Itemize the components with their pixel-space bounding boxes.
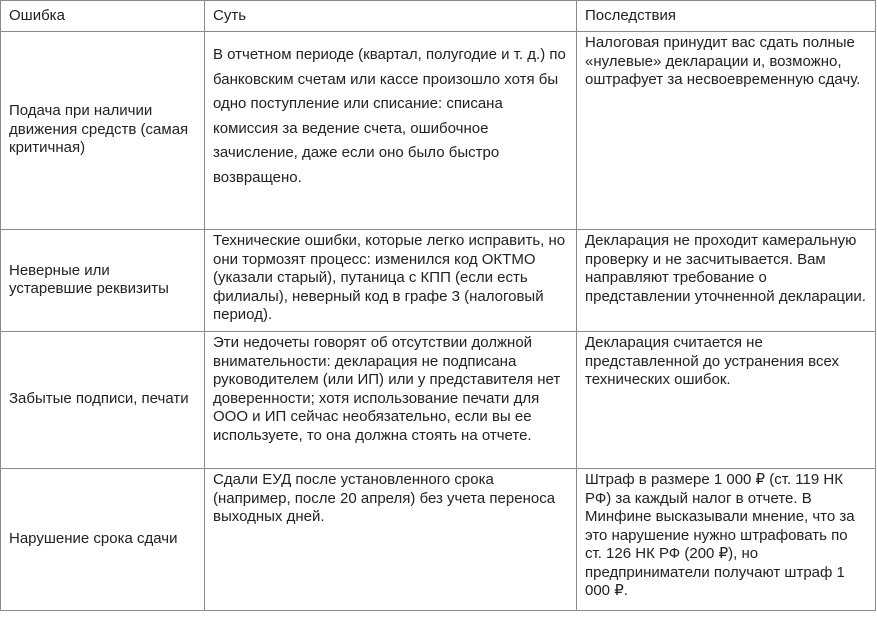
consequences-cell: Штраф в размере 1 000 ₽ (ст. 119 НК РФ) за каждый налог в отчете. В Минфине высказывали мнение, что за это нарушение нужно штрафовать по ст. 126 НК РФ (200 ₽), но предприниматели получают штраф 1 000 ₽.: [577, 469, 876, 611]
essence-cell: Сдали ЕУД после установленного срока (например, после 20 апреля) без учета переноса выходных дней.: [205, 469, 577, 611]
error-cell: Неверные или устаревшие реквизиты: [1, 230, 205, 332]
header-error: Ошибка: [1, 1, 205, 32]
table-row: [1, 469, 876, 611]
consequences-cell: Налоговая принудит вас сдать полные «нулевые» декларации и, возможно, оштрафует за несвоевременную сдачу.: [577, 32, 876, 230]
header-essence: Суть: [205, 1, 577, 32]
essence-cell: Эти недочеты говорят об отсутствии должной внимательности: декларация не подписана руководителем (или ИП) или у представителя нет доверенности; хотя использование печати для ООО и ИП сейчас необязательно, если вы ее используете, то она должна стоять на отчете.: [205, 332, 577, 469]
error-cell: Забытые подписи, печати: [1, 332, 205, 469]
header-row: [1, 1, 876, 32]
essence-cell: В отчетном периоде (квартал, полугодие и т. д.) по банковским счетам или кассе произошло хотя бы одно поступление или списание: списана комиссия за ведение счета, ошибочное зачисление, даже если оно было быстро возвращено.: [205, 32, 577, 230]
error-cell: Нарушение срока сдачи: [1, 469, 205, 611]
consequences-cell: Декларация не проходит камеральную проверку и не засчитывается. Вам направляют требование о представлении уточненной декларации.: [577, 230, 876, 332]
table-row: [1, 332, 876, 469]
table-row: [1, 32, 876, 230]
error-cell: Подача при наличии движения средств (самая критичная): [1, 32, 205, 230]
essence-cell: Технические ошибки, которые легко исправить, но они тормозят процесс: изменился код ОКТМО (указали старый), путаница с КПП (если есть филиалы), неверный код в графе 3 (налоговый период).: [205, 230, 577, 332]
consequences-cell: Декларация считается не представленной до устранения всех технических ошибок.: [577, 332, 876, 469]
header-consequences: Последствия: [577, 1, 876, 32]
table-row: [1, 230, 876, 332]
